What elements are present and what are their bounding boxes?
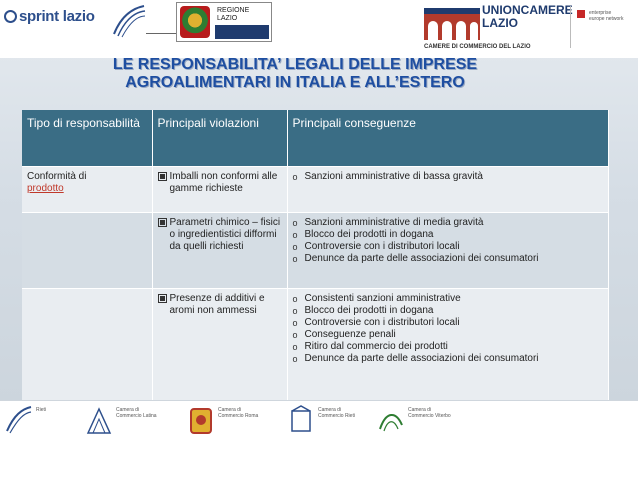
footer-logo-label: Rieti	[36, 407, 47, 413]
list-item: o Denunce da parte delle associazioni dei consumatori	[293, 253, 603, 265]
type-cell-empty	[22, 288, 152, 400]
violation-text: Imballi non conformi alle gamme richieste	[169, 170, 278, 194]
header-principali-violazioni: Principali violazioni	[152, 110, 287, 166]
violation-text: Parametri chimico – fisici o ingredientistici difformi da quelli richiesti	[169, 216, 281, 252]
list-item: o Controversie con i distributori locali	[293, 317, 603, 329]
een-mark-icon	[577, 10, 585, 18]
type-underlined: prodotto	[27, 182, 64, 194]
regione-seal-icon	[180, 6, 210, 38]
list-item: o Ritiro dal commercio dei prodotti	[293, 341, 603, 353]
list-item: o Sanzioni amministrative di bassa gravità	[293, 171, 603, 183]
enterprise-europe-network-logo	[570, 6, 630, 48]
regione-lazio-logo	[176, 2, 272, 42]
unioncamere-title: UNIONCAMERE LAZIO	[482, 3, 573, 30]
latina-emblem-icon	[86, 405, 112, 435]
checkbox-bullet-icon	[158, 172, 167, 181]
violation-text: Presenze di additivi e aromi non ammessi	[169, 292, 265, 316]
list-item: o Consistenti sanzioni amministrative	[293, 293, 603, 305]
checkbox-bullet-icon	[158, 218, 167, 227]
table-row	[22, 212, 608, 288]
violation-cell	[152, 166, 287, 212]
list-item: o Conseguenze penali	[293, 329, 603, 341]
sprint-lazio-mark-icon	[4, 10, 17, 23]
slide-title-line-2: AGROALIMENTARI IN ITALIA E ALL’ESTERO	[125, 74, 465, 91]
list-item: o Blocco dei prodotti in dogana	[293, 229, 603, 241]
viterbo-emblem-icon	[378, 405, 404, 435]
list-item: o Controversie con i distributori locali	[293, 241, 603, 253]
consequence-list	[293, 217, 603, 265]
consequence-cell	[287, 288, 608, 400]
list-item: o Blocco dei prodotti in dogana	[293, 305, 603, 317]
violation-cell	[152, 288, 287, 400]
roma-emblem-icon	[188, 405, 214, 435]
footer-logo-label: Camera di Commercio Rieti	[318, 407, 355, 419]
checkbox-bullet-icon	[158, 294, 167, 303]
rieti-chamber-emblem-icon	[288, 405, 314, 435]
rieti-swoosh-icon	[6, 405, 32, 435]
type-cell-empty	[22, 212, 152, 288]
table-header-row	[22, 110, 608, 166]
consequence-list	[293, 293, 603, 365]
violation-cell	[152, 212, 287, 288]
ministry-logo	[146, 28, 176, 34]
regione-bar	[215, 25, 269, 39]
header-principali-conseguenze: Principali conseguenze	[287, 110, 608, 166]
responsibility-table	[22, 110, 609, 400]
slide-title-line-1: LE RESPONSABILITA’ LEGALI DELLE IMPRESE	[112, 56, 478, 73]
consequence-cell	[287, 166, 608, 212]
consequence-cell	[287, 212, 608, 288]
type-cell	[22, 166, 152, 212]
region-swoosh-icon	[112, 4, 146, 38]
een-label: enterprise europe network	[589, 10, 624, 22]
slide-title	[60, 56, 530, 92]
consequence-list	[293, 171, 603, 183]
sprint-lazio-logo: sprint lazio	[4, 8, 95, 25]
unioncamere-arches-icon	[424, 4, 480, 42]
footer-logo-strip	[0, 400, 638, 479]
footer-logo-label: Camera di Commercio Viterbo	[408, 407, 451, 419]
unioncamere-subtitle: CAMERE DI COMMERCIO DEL LAZIO	[424, 44, 531, 50]
header-logo-strip	[0, 0, 638, 58]
footer-logo-label: Camera di Commercio Roma	[218, 407, 259, 419]
regione-lazio-label: REGIONE LAZIO	[217, 7, 250, 22]
table-row	[22, 166, 608, 212]
type-prefix: Conformità di	[27, 170, 87, 182]
list-item: o Sanzioni amministrative di media gravità	[293, 217, 603, 229]
header-tipo-responsabilita: Tipo di responsabilità	[22, 110, 152, 166]
table-row	[22, 288, 608, 400]
list-item: o Denunce da parte delle associazioni dei consumatori	[293, 353, 603, 365]
footer-logo-label: Camera di Commercio Latina	[116, 407, 157, 419]
